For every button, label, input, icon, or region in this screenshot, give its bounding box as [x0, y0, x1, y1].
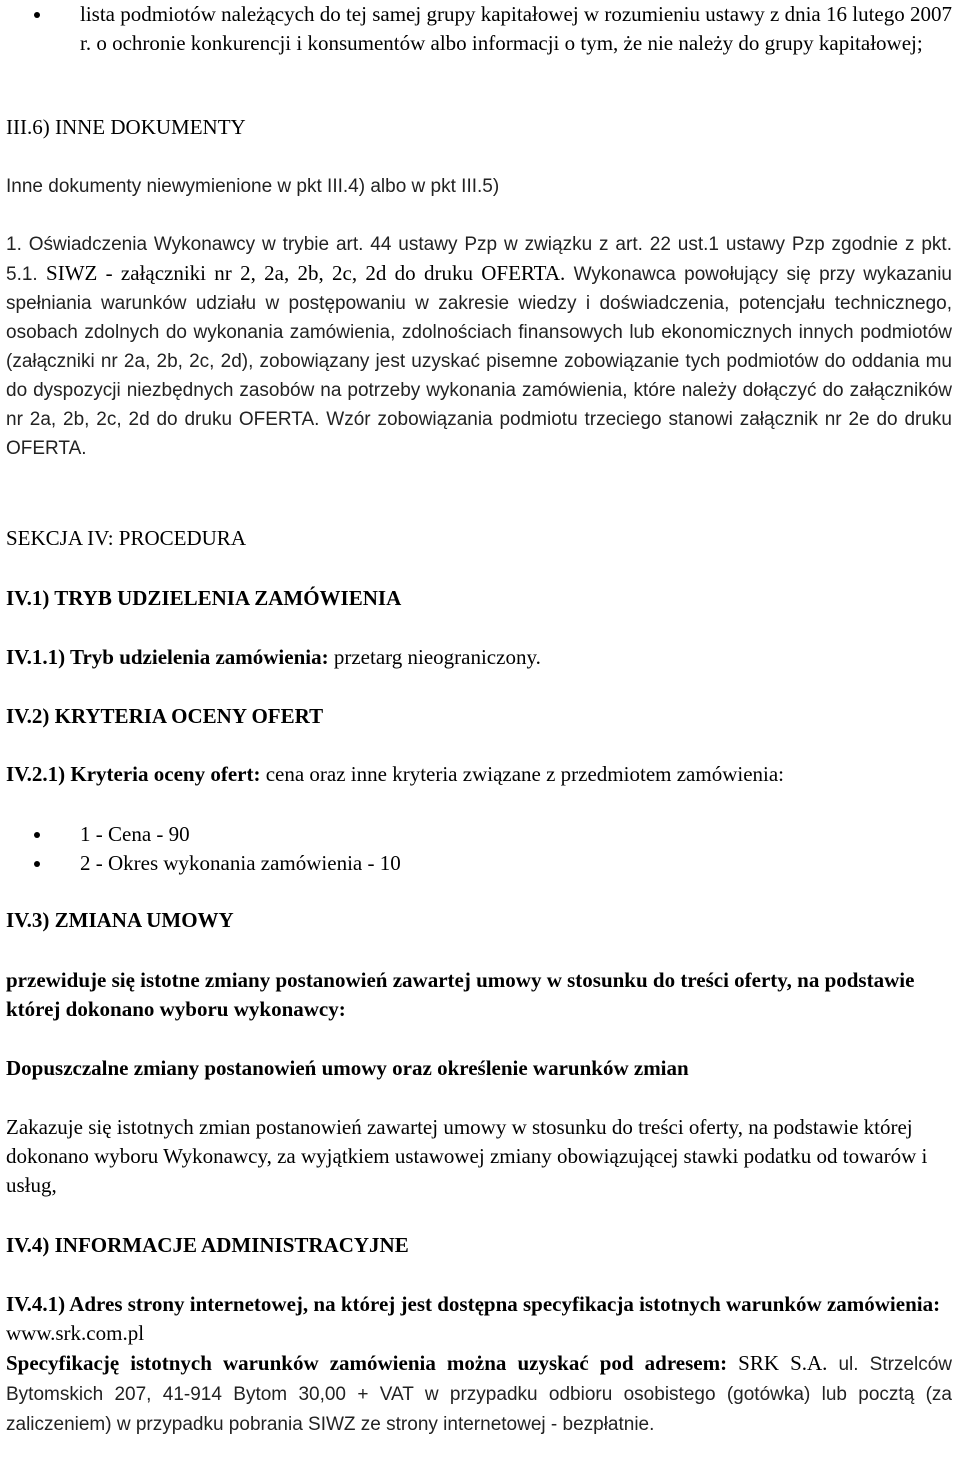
spec-label: Specyfikację istotnych warunków zamówienia można uzyskać pod adresem: [6, 1351, 728, 1375]
paragraph-iv21 [6, 760, 952, 789]
label-iv11: IV.1.1) Tryb udzielenia zamówienia: [6, 645, 329, 669]
value-iv11: przetarg nieograniczony. [328, 645, 541, 669]
list-item [6, 0, 952, 58]
section-title-iv: SEKCJA IV: PROCEDURA [6, 526, 246, 550]
paragraph-spec-address [6, 1349, 952, 1439]
item1-siwz-text: SIWZ - załączniki nr 2, 2a, 2b, 2c, 2d do druku OFERTA. [46, 261, 566, 285]
heading-iv3 [6, 906, 952, 935]
heading-iv4 [6, 1231, 952, 1260]
list-item [6, 820, 952, 849]
label-iv21: IV.2.1) Kryteria oceny ofert: [6, 762, 261, 786]
heading-iv4-text: IV.4) INFORMACJE ADMINISTRACYJNE [6, 1233, 409, 1257]
value-iv21: cena oraz inne kryteria związane z przedmiotem zamówienia: [260, 762, 785, 786]
heading-iv1 [6, 584, 952, 613]
item1-continuation-text: Wykonawca powołujący się przy wykazaniu spełniania warunków udziału w postępowaniu w zakresie wiedzy i doświadczenia, potencjału technicznego, osobach zdolnych do wykonania zamówienia, zdolnościach finansowych lub ekonomicznych innych podmiotów (załączniki nr 2a, 2b, 2c, 2d), zobowiązany jest uzyskać pisemne zobowiązanie tych podmiotów do oddania mu do dyspozycji niezbędnych zasobów na potrzeby wykonania zamówienia, które należy dołączyć do załączników nr 2a, 2b, 2c, 2d do druku OFERTA. Wzór zobowiązania podmiotu trzeciego stanowi załącznik nr 2e do druku OFERTA. [6, 264, 953, 459]
heading-iv1-text: IV.1) TRYB UDZIELENIA ZAMÓWIENIA [6, 586, 402, 610]
bullet-icon [34, 861, 40, 867]
section-body-iii6 [6, 230, 952, 463]
bullet-icon [34, 832, 40, 838]
section-heading-iii6: III.6) INNE DOKUMENTY [6, 115, 246, 139]
paragraph-iv11 [6, 643, 952, 672]
top-bullet-list [6, 0, 952, 58]
iv3-bold2-text: Dopuszczalne zmiany postanowień umowy oraz określenie warunków zmian [6, 1056, 689, 1080]
list-item [6, 849, 952, 878]
paragraph-iv41 [6, 1290, 952, 1348]
list-item-text: lista podmiotów należących do tej samej grupy kapitałowej w rozumieniu ustawy z dnia 16 lutego 2007 r. o ochronie konkurencji i konsumentów albo informacji o tym, że nie należy do grupy kapitałowej; [80, 2, 952, 55]
spec-address-text: ul. Strzelców Bytomskich 207, 41-914 Bytom 30,00 + VAT w przypadku odbioru osobistego (gotówka) lub pocztą (za zaliczeniem) w przypadku pobrania SIWZ ze strony internetowej - bezpłatnie. [6, 1354, 953, 1435]
bullet-icon [34, 12, 40, 18]
spec-value: SRK S.A. [727, 1351, 839, 1375]
paragraph-iv3-text: Zakazuje się istotnych zmian postanowień zawartej umowy w stosunku do treści oferty, na podstawie której dokonano wyboru Wykonawcy, za wyjątkiem ustawowej zmiany obowiązującej stawki podatku od towarów i usług, [6, 1115, 928, 1197]
heading-iv3-text: IV.3) ZMIANA UMOWY [6, 908, 234, 932]
heading-iv2 [6, 702, 952, 731]
website-link[interactable]: www.srk.com.pl [6, 1321, 145, 1345]
item1-text: 1. Oświadczenia Wykonawcy w trybie art. 44 ustawy Pzp w związku z art. 22 ust.1 ustawy Pzp zgodnie z pkt. 5.1. [6, 234, 952, 285]
criteria-text: 2 - Okres wykonania zamówienia - 10 [80, 851, 401, 875]
label-iv41: IV.4.1) Adres strony internetowej, na której jest dostępna specyfikacja istotnych warunków zamówienia: [6, 1292, 941, 1316]
heading-iv2-text: IV.2) KRYTERIA OCENY OFERT [6, 704, 324, 728]
paragraph-iv3-bold1 [6, 966, 952, 1024]
criteria-list [6, 820, 952, 878]
paragraph-iv3-bold2 [6, 1054, 952, 1083]
section-intro-iii6: Inne dokumenty niewymienione w pkt III.4) albo w pkt III.5) [6, 176, 500, 197]
iv3-bold1-text: przewiduje się istotne zmiany postanowień zawartej umowy w stosunku do treści oferty, na podstawie której dokonano wyboru wykonawcy: [6, 968, 915, 1021]
criteria-text: 1 - Cena - 90 [80, 822, 190, 846]
